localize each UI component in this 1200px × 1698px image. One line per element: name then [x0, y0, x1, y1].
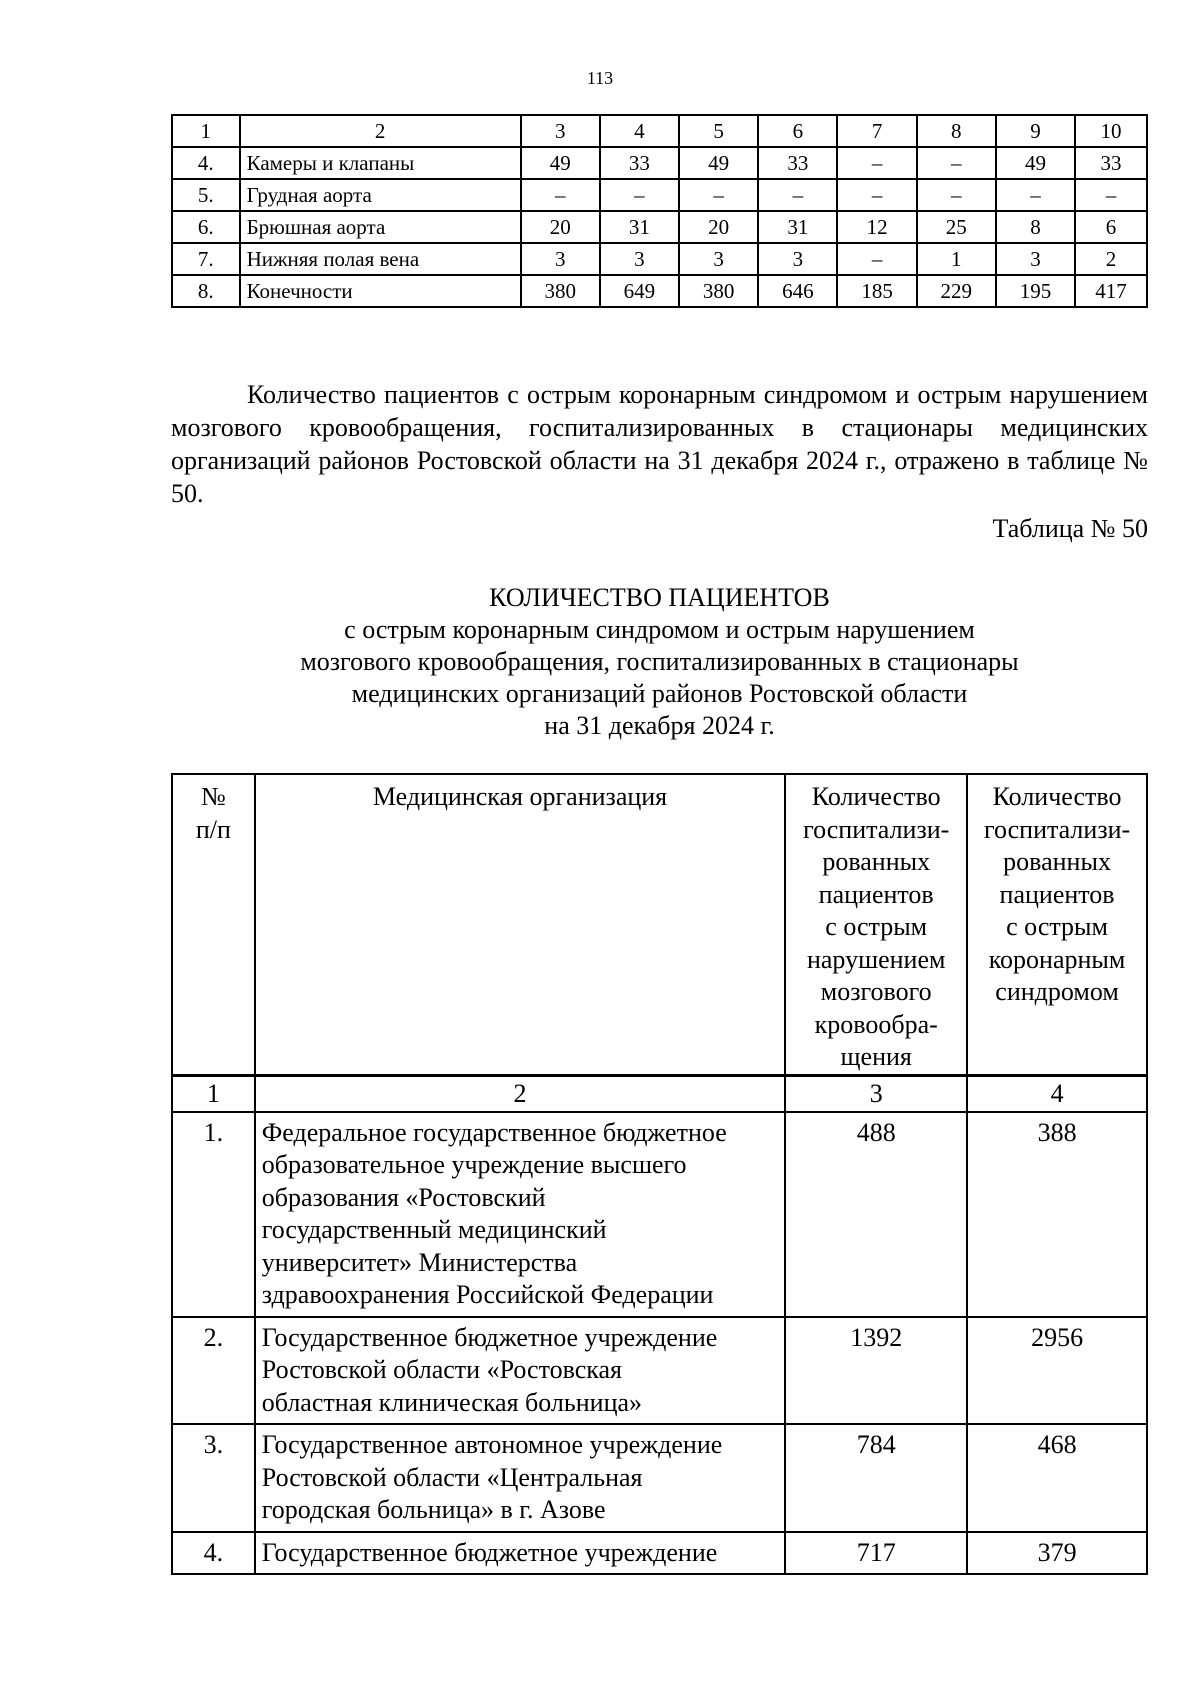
col-number: 6 [758, 115, 837, 147]
cell-value: 33 [758, 147, 837, 179]
header-line: синдромом [995, 977, 1119, 1006]
col-number: 2 [255, 1075, 786, 1112]
continuation-table [171, 114, 1148, 308]
header-line: коронарным [988, 944, 1126, 974]
row-number: 5. [172, 179, 240, 211]
col-number: 3 [785, 1075, 967, 1112]
org-line: здравоохранения Российской Федерации [261, 1280, 714, 1309]
cell-value: – [521, 179, 600, 211]
cell-value: 380 [521, 275, 600, 307]
row-number: 4. [172, 147, 240, 179]
header-line: Количество [811, 782, 941, 811]
cell-value: 646 [758, 275, 837, 307]
header-line: рованных [822, 847, 931, 876]
row-number: 4. [172, 1532, 255, 1575]
cell-value: 649 [600, 275, 679, 307]
cell-value: 49 [996, 147, 1075, 179]
header-line: щения [840, 1042, 912, 1071]
cell-value: 3 [758, 243, 837, 275]
col-number: 9 [996, 115, 1075, 147]
row-number: 3. [172, 1424, 255, 1532]
cell-value: 3 [679, 243, 758, 275]
cell-value: – [758, 179, 837, 211]
header-stroke [785, 774, 967, 1075]
table-title [171, 582, 1148, 742]
cell-value: – [996, 179, 1075, 211]
cell-value: – [917, 179, 996, 211]
cell-value: – [1075, 179, 1147, 211]
col-number: 10 [1075, 115, 1147, 147]
header-line: мозгового [820, 977, 932, 1006]
cell-value: 20 [521, 211, 600, 243]
acs-count: 379 [967, 1532, 1147, 1575]
col-number: 7 [837, 115, 916, 147]
cell-value: 380 [679, 275, 758, 307]
cell-value: – [600, 179, 679, 211]
organization-name [255, 1112, 786, 1317]
header-line: п/п [195, 814, 231, 844]
stroke-count: 717 [785, 1532, 967, 1575]
intro-paragraph: Количество пациентов с острым коронарным синдромом и острым нарушением мозгового кровообращения, госпитализированных в стационары медицинских организаций районов Ростовской области на 31 декабря 2024 г., отражено в таблице № 50. [171, 380, 1148, 508]
header-row [172, 774, 1147, 1075]
cell-value: – [837, 243, 916, 275]
cell-value: 25 [917, 211, 996, 243]
header-line: нарушением [806, 944, 946, 974]
table-row [172, 243, 1147, 275]
org-line: университет» Министерства [261, 1247, 578, 1277]
org-line: государственный медицинский [261, 1215, 607, 1244]
header-line: кровообра- [814, 1009, 938, 1039]
row-number: 2. [172, 1317, 255, 1425]
table-row [172, 211, 1147, 243]
table-label: Таблица № 50 [992, 514, 1148, 543]
row-name: Нижняя полая вена [240, 243, 521, 275]
row-number: 7. [172, 243, 240, 275]
title-line: на 31 декабря 2024 г. [544, 711, 775, 740]
column-number-row [172, 1075, 1147, 1112]
org-line: городская больница» в г. Азове [261, 1495, 606, 1524]
col-number: 1 [172, 115, 240, 147]
col-number: 2 [240, 115, 521, 147]
org-line: Государственное бюджетное учреждение [261, 1537, 718, 1567]
cell-value: – [679, 179, 758, 211]
cell-value: 3 [521, 243, 600, 275]
stroke-count: 784 [785, 1424, 967, 1532]
patients-table [171, 773, 1148, 1575]
col-number: 4 [600, 115, 679, 147]
title-line: с острым коронарным синдромом и острым нарушением [344, 615, 975, 644]
cell-value: 6 [1075, 211, 1147, 243]
header-line: с острым [1006, 912, 1108, 941]
row-name: Конечности [240, 275, 521, 307]
title-line: мозгового кровообращения, госпитализированных в стационары [300, 647, 1019, 676]
org-line: Государственное автономное учреждение [261, 1430, 723, 1459]
cell-value: 12 [837, 211, 916, 243]
organization-name [255, 1317, 786, 1425]
column-number-row [172, 115, 1147, 147]
cell-value: 8 [996, 211, 1075, 243]
row-number: 8. [172, 275, 240, 307]
header-line: № [200, 782, 226, 811]
table-row [172, 275, 1147, 307]
row-name: Грудная аорта [240, 179, 521, 211]
cell-value: 31 [600, 211, 679, 243]
table-row [172, 1112, 1147, 1317]
acs-count: 2956 [967, 1317, 1147, 1425]
org-line: образования «Ростовский [261, 1182, 546, 1212]
cell-value: 195 [996, 275, 1075, 307]
col-number: 1 [172, 1075, 255, 1112]
table-row [172, 1317, 1147, 1425]
stroke-count: 488 [785, 1112, 967, 1317]
org-line: областная клиническая больница» [261, 1387, 643, 1417]
title-line: КОЛИЧЕСТВО ПАЦИЕНТОВ [489, 583, 830, 612]
header-line: рованных [1003, 847, 1111, 876]
row-number: 6. [172, 211, 240, 243]
cell-value: 49 [521, 147, 600, 179]
cell-value: 3 [996, 243, 1075, 275]
cell-value: – [917, 147, 996, 179]
org-line: образовательное учреждение высшего [261, 1150, 687, 1179]
header-line: пациентов [999, 879, 1115, 909]
org-line: Ростовской области «Ростовская [261, 1355, 622, 1384]
header-line: Медицинская организация [372, 782, 668, 811]
organization-name [255, 1532, 786, 1575]
page-number: 113 [586, 68, 614, 88]
cell-value: 185 [837, 275, 916, 307]
acs-count: 468 [967, 1424, 1147, 1532]
cell-value: 33 [600, 147, 679, 179]
header-org [255, 774, 786, 1075]
organization-name [255, 1424, 786, 1532]
header-acs [967, 774, 1147, 1075]
stroke-count: 1392 [785, 1317, 967, 1425]
org-line: Государственное бюджетное учреждение [261, 1322, 718, 1352]
cell-value: – [837, 147, 916, 179]
table-row [172, 1424, 1147, 1532]
cell-value: 31 [758, 211, 837, 243]
cell-value: 229 [917, 275, 996, 307]
cell-value: – [837, 179, 916, 211]
col-number: 3 [521, 115, 600, 147]
header-line: с острым [825, 912, 928, 941]
cell-value: 33 [1075, 147, 1147, 179]
row-number: 1. [172, 1112, 255, 1317]
cell-value: 417 [1075, 275, 1147, 307]
header-line: пациентов [818, 879, 934, 909]
col-number: 8 [917, 115, 996, 147]
table-row [172, 147, 1147, 179]
org-line: Ростовской области «Центральная [261, 1462, 643, 1492]
cell-value: 20 [679, 211, 758, 243]
title-line: медицинских организаций районов Ростовской области [351, 679, 968, 708]
header-num [172, 774, 255, 1075]
header-line: госпитализи- [803, 814, 950, 844]
cell-value: 1 [917, 243, 996, 275]
col-number: 4 [967, 1075, 1147, 1112]
col-number: 5 [679, 115, 758, 147]
cell-value: 3 [600, 243, 679, 275]
acs-count: 388 [967, 1112, 1147, 1317]
row-name: Брюшная аорта [240, 211, 521, 243]
cell-value: 49 [679, 147, 758, 179]
cell-value: 2 [1075, 243, 1147, 275]
table-row [172, 1532, 1147, 1575]
header-line: госпитализи- [983, 814, 1131, 844]
org-line: Федеральное государственное бюджетное [261, 1117, 727, 1147]
table-row [172, 179, 1147, 211]
header-line: Количество [992, 782, 1122, 811]
row-name: Камеры и клапаны [240, 147, 521, 179]
